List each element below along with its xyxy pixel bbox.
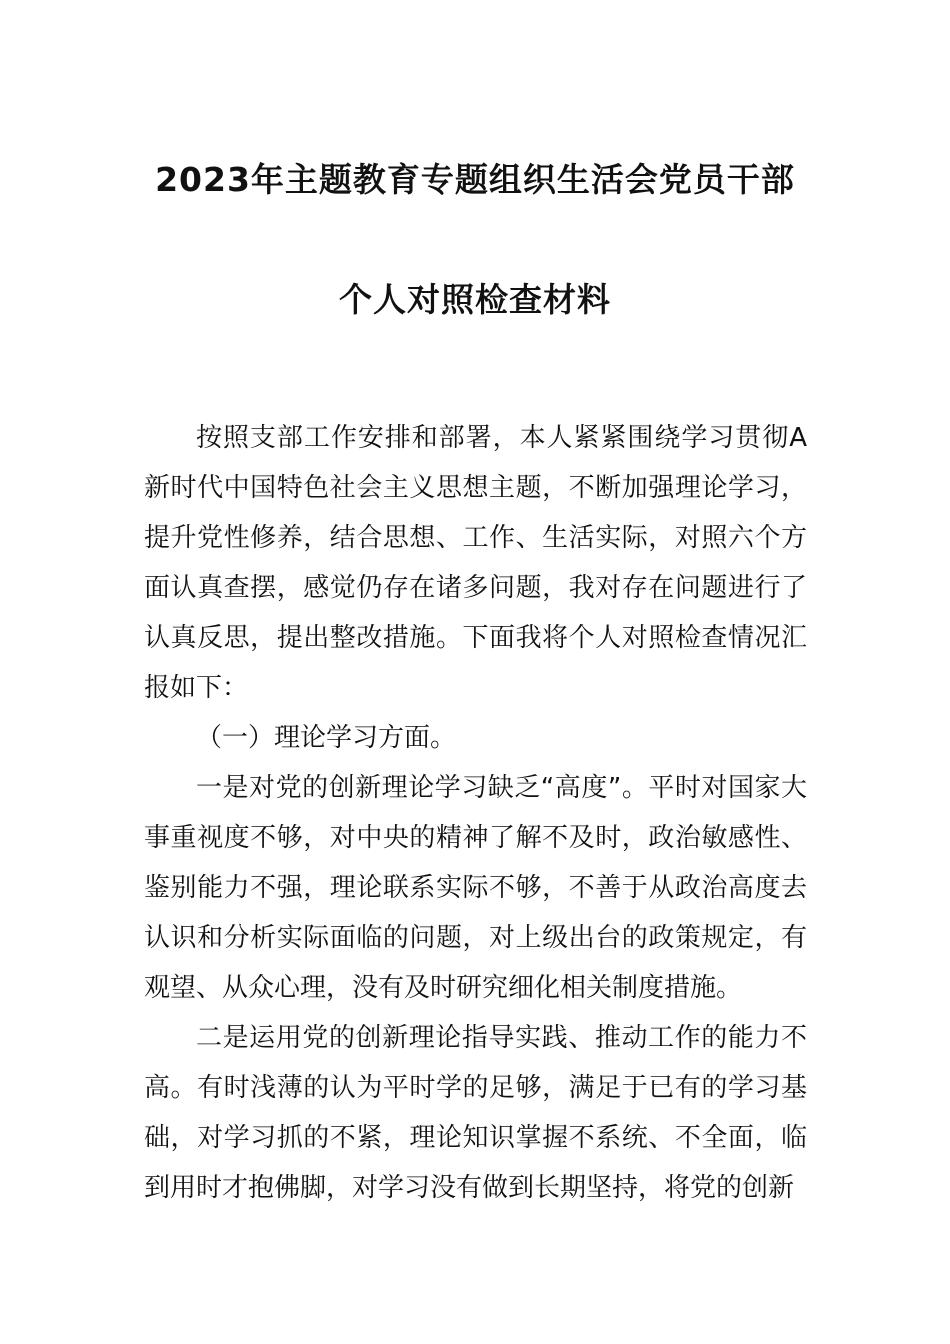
- paragraph-point-one: 一是对党的创新理论学习缺乏“高度”。平时对国家大事重视度不够，对中央的精神了解不及时，政治敏感性、鉴别能力不强，理论联系实际不够，不善于从政治高度去认识和分析实际面临的问题，对上级出台的政策规定，有观望、从众心理，没有及时研究细化相关制度措施。: [144, 773, 807, 1003]
- document-title-line-1: 2023年主题教育专题组织生活会党员干部: [155, 160, 795, 199]
- document-body: [144, 413, 807, 1213]
- document-title-line-2: 个人对照检查材料: [339, 280, 611, 319]
- paragraph-point-two: 二是运用党的创新理论指导实践、推动工作的能力不高。有时浅薄的认为平时学的足够，满足于已有的学习基础，对学习抓的不紧，理论知识掌握不系统、不全面，临到用时才抱佛脚，对学习没有做到长期坚持，将党的创新: [144, 1023, 807, 1203]
- paragraph-intro: 按照支部工作安排和部署，本人紧紧围绕学习贯彻A新时代中国特色社会主义思想主题，不断加强理论学习，提升党性修养，结合思想、工作、生活实际，对照六个方面认真查摆，感觉仍存在诸多问题，我对存在问题进行了认真反思，提出整改措施。下面我将个人对照检查情况汇报如下：: [144, 423, 807, 703]
- paragraph-section-heading: （一）理论学习方面。: [196, 723, 457, 753]
